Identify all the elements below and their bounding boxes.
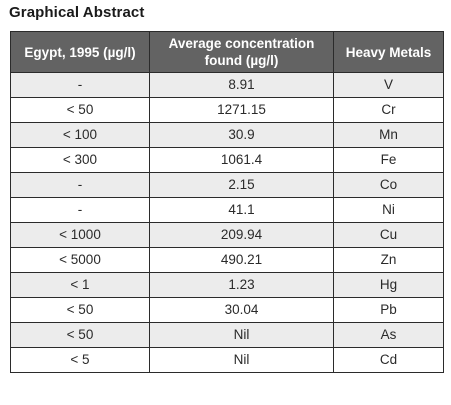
egypt-1995-cell: < 50 <box>11 298 150 323</box>
heavy-metal-cell: Hg <box>334 273 444 298</box>
average-concentration-cell: 2.15 <box>150 173 334 198</box>
egypt-1995-cell: < 5 <box>11 348 150 373</box>
table-body <box>11 73 444 373</box>
page-title: Graphical Abstract <box>9 4 145 21</box>
table-row <box>11 348 444 373</box>
column-header-egypt-1995: Egypt, 1995 (µg/l) <box>11 32 150 73</box>
heavy-metal-cell: V <box>334 73 444 98</box>
heavy-metal-cell: Co <box>334 173 444 198</box>
average-concentration-cell: 209.94 <box>150 223 334 248</box>
average-concentration-cell: Nil <box>150 348 334 373</box>
average-concentration-cell: Nil <box>150 323 334 348</box>
table-row <box>11 123 444 148</box>
average-concentration-cell: 1061.4 <box>150 148 334 173</box>
average-concentration-cell: 30.9 <box>150 123 334 148</box>
table-header-row <box>11 32 444 73</box>
egypt-1995-cell: - <box>11 173 150 198</box>
heavy-metal-cell: Ni <box>334 198 444 223</box>
average-concentration-cell: 41.1 <box>150 198 334 223</box>
table-row <box>11 248 444 273</box>
average-concentration-cell: 30.04 <box>150 298 334 323</box>
table-row <box>11 223 444 248</box>
egypt-1995-cell: < 50 <box>11 323 150 348</box>
heavy-metal-cell: Zn <box>334 248 444 273</box>
table-row <box>11 148 444 173</box>
egypt-1995-cell: < 100 <box>11 123 150 148</box>
egypt-1995-cell: - <box>11 198 150 223</box>
egypt-1995-cell: < 1 <box>11 273 150 298</box>
table-row <box>11 323 444 348</box>
heavy-metal-cell: Cu <box>334 223 444 248</box>
heavy-metal-cell: As <box>334 323 444 348</box>
table-row <box>11 198 444 223</box>
heavy-metal-cell: Cd <box>334 348 444 373</box>
heavy-metal-cell: Cr <box>334 98 444 123</box>
table-row <box>11 98 444 123</box>
egypt-1995-cell: < 300 <box>11 148 150 173</box>
egypt-1995-cell: < 50 <box>11 98 150 123</box>
heavy-metal-cell: Pb <box>334 298 444 323</box>
egypt-1995-cell: - <box>11 73 150 98</box>
heavy-metal-cell: Mn <box>334 123 444 148</box>
average-concentration-cell: 1271.15 <box>150 98 334 123</box>
heavy-metals-table <box>10 31 444 373</box>
table-row <box>11 273 444 298</box>
column-header-heavy-metals: Heavy Metals <box>334 32 444 73</box>
heavy-metal-cell: Fe <box>334 148 444 173</box>
column-header-average-concentration: Average concentration found (µg/l) <box>150 32 334 73</box>
average-concentration-cell: 490.21 <box>150 248 334 273</box>
table-row <box>11 173 444 198</box>
egypt-1995-cell: < 1000 <box>11 223 150 248</box>
table-row <box>11 73 444 98</box>
table-row <box>11 298 444 323</box>
average-concentration-cell: 1.23 <box>150 273 334 298</box>
egypt-1995-cell: < 5000 <box>11 248 150 273</box>
average-concentration-cell: 8.91 <box>150 73 334 98</box>
